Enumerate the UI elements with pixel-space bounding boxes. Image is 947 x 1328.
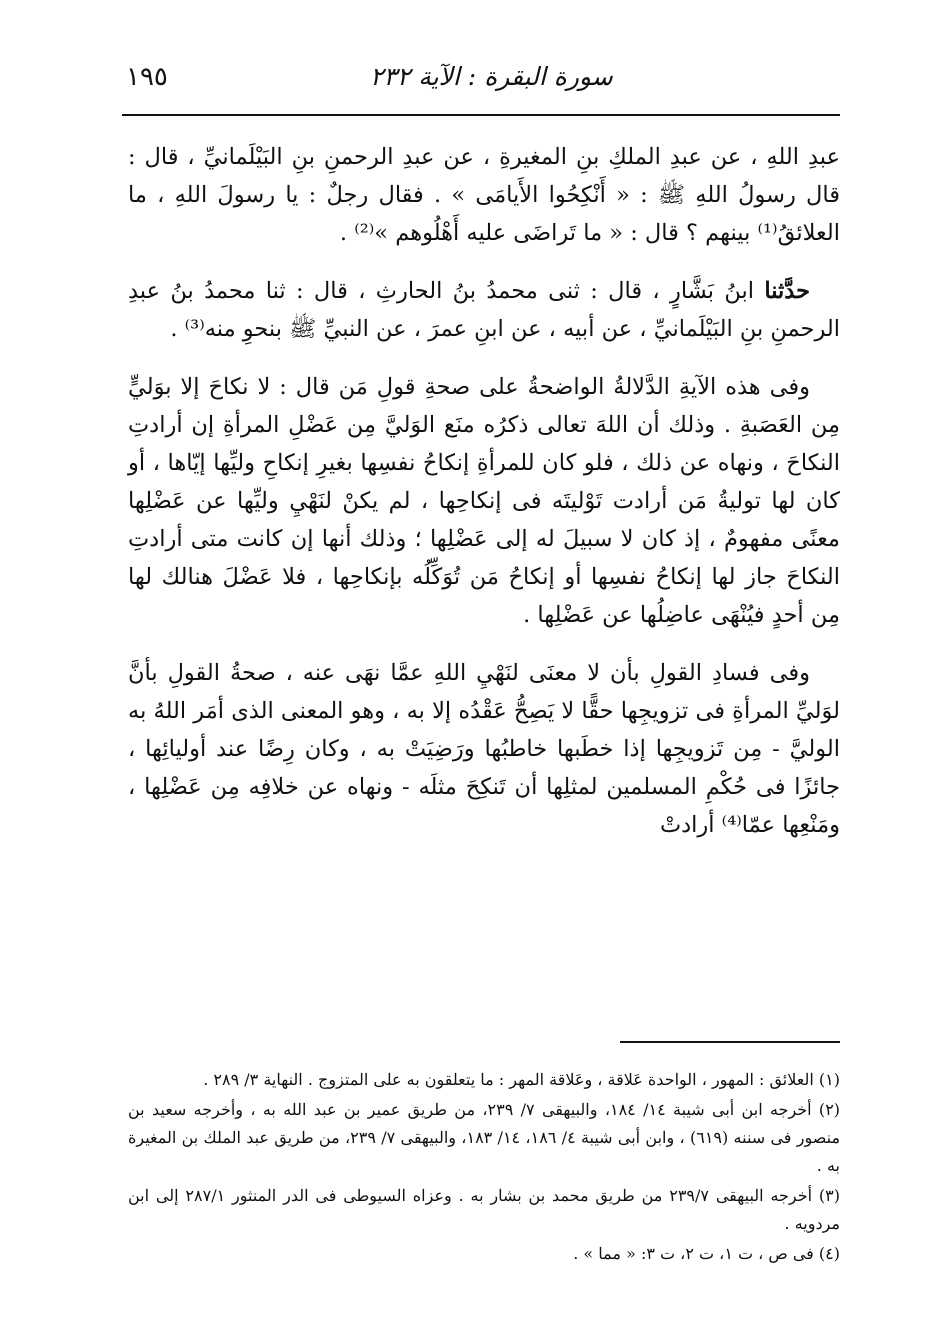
header-rule [122, 114, 840, 116]
paragraph-2 [128, 272, 840, 348]
paragraph-3 [128, 368, 840, 634]
paragraph-text: ابنُ بَشَّارٍ ، قال : ثنى محمدُ بنُ الحارثِ ، قال : ثنا محمدُ بنُ عبدِ الرحمنِ بنِ البَيْلَمانيِّ ، عن أبيه ، عن ابنِ عمرَ ، عن النبيِّ ﷺ بنحوِ منه⁽³⁾ . [128, 278, 840, 342]
footnote-rule [620, 1041, 840, 1043]
paragraph-4 [128, 654, 840, 844]
footnote-4: (٤) فى ص ، ت ١، ت ٢، ت ٣: « مما » . [573, 1244, 840, 1263]
paragraph-text: وفى هذه الآيةِ الدَّلالةُ الواضحةُ على صحةِ قولِ مَن قال : لا نكاحَ إلا بوَليٍّ مِن العَصَبةِ . وذلك أن اللهَ تعالى ذكرُه منَع الوَليَّ مِن عَضْلِ المرأةِ إن أرادتِ النكاحَ ، ونهاه عن ذلك ، فلو كان للمرأةِ إنكاحُ نفسِها بغيرِ إنكاحِ وليِّها إيّاها ، أو كان لها توليةُ مَن أرادت تَوْليتَه فى إنكاحِها ، لم يكنْ لنَهْيِ وليِّها عن عَضْلِها معنًى مفهومٌ ، إذ كان لا سبيلَ له إلى عَضْلِها ؛ وذلك أنها إن كانت متى أرادتِ النكاحَ جاز لها إنكاحُ نفسِها أو إنكاحُ مَن تُوَكِّلُه بإنكاحِها ، فلا عَضْلَ هنالك لها مِن أحدٍ فيُنْهَى عاضِلُها عن عَضْلِها . [128, 374, 840, 628]
paragraph-text: عبدِ اللهِ ، عن عبدِ الملكِ بنِ المغيرةِ ، عن عبدِ الرحمنِ بنِ البَيْلَمانيِّ ، قال : قال رسولُ اللهِ ﷺ : « أَنْكِحُوا الأَيامَى » . فقال رجلٌ : يا رسولَ اللهِ ، ما العلائقُ⁽¹⁾ بينهم ؟ قال : « ما تَراضَى عليه أَهْلُوهم »⁽²⁾ . [128, 144, 840, 246]
footnotes [128, 1066, 840, 1270]
footnote-2: (٢) أخرجه ابن أبى شيبة ١٤/ ١٨٤، والبيهقى ٧/ ٢٣٩، من طريق عمير بن عبد الله به ، وأخرجه سعيد بن منصور فى سننه (٦١٩) ، وابن أبى شيبة ٤/ ١٨٦، ١٤/ ١٨٣، والبيهقى ٧/ ٢٣٩، من طريق عبد الملك بن المغيرة به . [128, 1100, 841, 1175]
paragraph-lead-word: حدَّثنا [764, 278, 810, 304]
running-head: سورة البقرة : الآية ٢٣٢ [370, 62, 613, 91]
paragraph-text: وفى فسادِ القولِ بأن لا معنَى لنَهْيِ اللهِ عمَّا نهَى عنه ، صحةُ القولِ بأنَّ لوَليِّ المرأةِ فى تزويجِها حقًّا لا يَصِحُّ عَقْدُه إلا به ، وهو المعنى الذى أمَر اللهُ به الوليَّ - مِن تَزويجِها إذا خطَبها خاطبُها ورَضِيَتْ به ، وكان رِضًا عند أوليائِها ، جائزًا فى حُكْمِ المسلمين لمثلِها أن تَنكِحَ مثلَه - ونهاه عن خلافِه مِن عَضْلِها ، ومَنْعِها عمّا⁽⁴⁾ أرادتْ [128, 660, 840, 838]
page-header [120, 58, 840, 102]
footnote-3: (٣) أخرجه البيهقى ٢٣٩/٧ من طريق محمد بن بشار به . وعزاه السيوطى فى الدر المنثور ٢٨٧/١ إلى ابن مردويه . [128, 1186, 841, 1233]
page-number: ١٩٥ [126, 62, 168, 92]
paragraph-1 [128, 138, 840, 252]
footnote-1: (١) العلائق : المهور ، الواحدة عَلاقة ، وعَلاقة المهر : ما يتعلقون به على المتزوج . النهاية ٣/ ٢٨٩ . [203, 1070, 840, 1089]
main-text [128, 138, 840, 864]
